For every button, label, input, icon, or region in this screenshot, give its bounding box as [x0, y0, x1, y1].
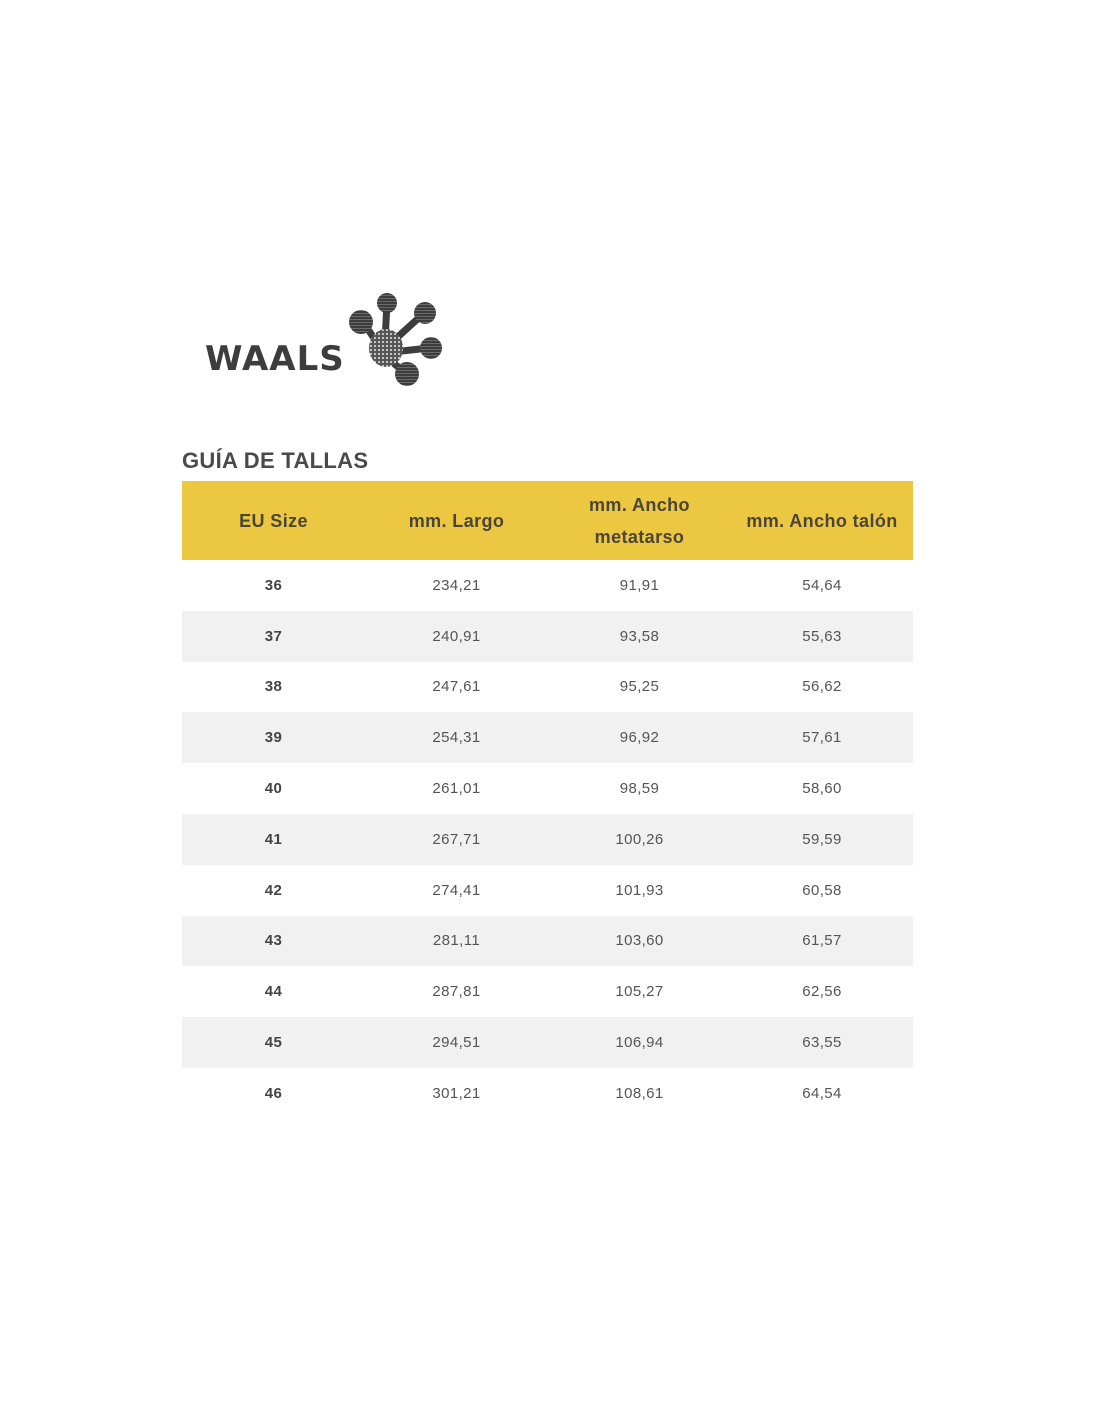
heel-width-cell: 63,55 — [731, 1017, 913, 1068]
table-row — [182, 916, 913, 967]
metatarsal-width-cell: 108,61 — [615, 1084, 664, 1102]
length-cell: 294,51 — [365, 1017, 548, 1068]
eu-size-cell: 38 — [264, 678, 283, 696]
eu-size-cell: 36 — [264, 576, 283, 594]
length-cell: 267,71 — [365, 814, 548, 865]
metatarsal-width-cell: 103,60 — [548, 916, 731, 967]
table-row — [182, 966, 913, 1017]
length-cell: 287,81 — [432, 983, 481, 1001]
metatarsal-width-cell: 98,59 — [619, 780, 660, 798]
brand-logo — [205, 292, 445, 388]
header-eu-size: EU Size — [182, 481, 365, 560]
page-title: GUÍA DE TALLAS — [182, 448, 369, 473]
length-cell: 254,31 — [365, 712, 548, 763]
brand-name: WAALS — [205, 339, 345, 379]
table-row — [182, 1068, 913, 1119]
eu-size-cell: 45 — [182, 1017, 365, 1068]
heel-width-cell: 61,57 — [731, 916, 913, 967]
length-cell: 274,41 — [432, 881, 481, 899]
metatarsal-width-cell: 101,93 — [615, 881, 664, 899]
eu-size-cell: 43 — [182, 916, 365, 967]
heel-width-cell: 64,54 — [802, 1084, 842, 1102]
length-cell: 261,01 — [432, 780, 481, 798]
gecko-foot-icon — [345, 292, 445, 388]
eu-size-cell: 37 — [182, 611, 365, 662]
metatarsal-width-cell: 95,25 — [619, 678, 660, 696]
table-row — [182, 662, 913, 713]
length-cell: 301,21 — [432, 1084, 481, 1102]
heel-width-cell: 55,63 — [731, 611, 913, 662]
eu-size-cell: 46 — [264, 1084, 283, 1102]
heel-width-cell: 59,59 — [731, 814, 913, 865]
eu-size-cell: 39 — [182, 712, 365, 763]
length-cell: 234,21 — [432, 576, 481, 594]
metatarsal-width-cell: 106,94 — [548, 1017, 731, 1068]
eu-size-cell: 41 — [182, 814, 365, 865]
heel-width-cell: 62,56 — [802, 983, 842, 1001]
table-row — [182, 1017, 913, 1068]
heel-width-cell: 57,61 — [731, 712, 913, 763]
eu-size-cell: 44 — [264, 983, 283, 1001]
metatarsal-width-cell: 100,26 — [548, 814, 731, 865]
metatarsal-width-cell: 91,91 — [619, 576, 660, 594]
length-cell: 247,61 — [432, 678, 481, 696]
table-row — [182, 560, 913, 611]
table-row — [182, 763, 913, 814]
header-metatarsal-width: mm. Ancho metatarso — [548, 481, 731, 560]
header-length: mm. Largo — [365, 481, 548, 560]
table-row — [182, 712, 913, 763]
table-header-row — [182, 481, 913, 560]
metatarsal-width-cell: 105,27 — [615, 983, 664, 1001]
heel-width-cell: 58,60 — [802, 780, 842, 798]
heel-width-cell: 56,62 — [802, 678, 842, 696]
eu-size-cell: 42 — [264, 881, 283, 899]
table-row — [182, 611, 913, 662]
length-cell: 281,11 — [365, 916, 548, 967]
heel-width-cell: 60,58 — [802, 881, 842, 899]
metatarsal-width-cell: 96,92 — [548, 712, 731, 763]
heel-width-cell: 54,64 — [802, 576, 842, 594]
table-row — [182, 814, 913, 865]
header-heel-width: mm. Ancho talón — [731, 481, 913, 560]
length-cell: 240,91 — [365, 611, 548, 662]
metatarsal-width-cell: 93,58 — [548, 611, 731, 662]
eu-size-cell: 40 — [264, 780, 283, 798]
table-row — [182, 865, 913, 916]
size-guide-table — [182, 481, 913, 1119]
